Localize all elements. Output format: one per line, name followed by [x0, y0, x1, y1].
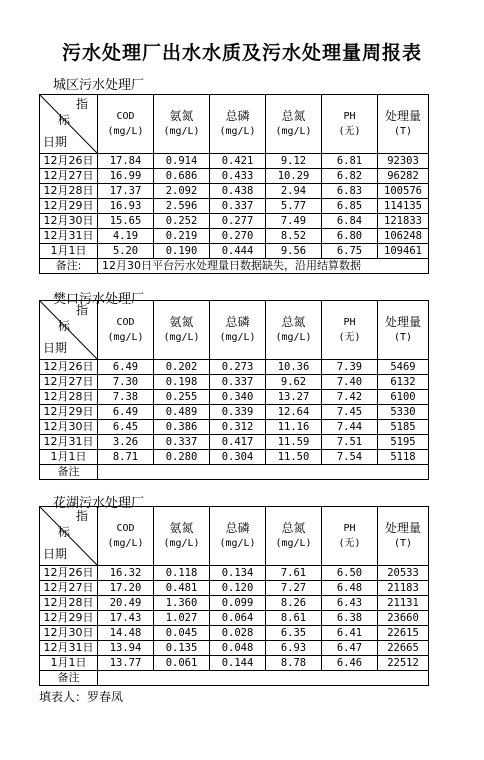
value-cell: 7.44	[322, 420, 378, 435]
value-cell: 0.340	[210, 390, 266, 405]
value-cell: 13.27	[266, 390, 322, 405]
value-cell: 0.280	[154, 450, 210, 465]
header-volume	[378, 507, 429, 566]
table-row	[40, 184, 429, 199]
value-cell: 0.386	[154, 420, 210, 435]
header-label: 总磷	[225, 109, 250, 123]
header-label: 总磷	[225, 315, 250, 329]
note-label: 备注	[40, 671, 98, 686]
table-row	[40, 641, 429, 656]
date-cell: 1月1日	[40, 450, 98, 465]
value-cell: 6.81	[322, 154, 378, 169]
header-ammonia	[154, 95, 210, 154]
header-total-phosphorus	[210, 301, 266, 360]
table-row	[40, 375, 429, 390]
date-cell: 12月30日	[40, 626, 98, 641]
value-cell: 0.134	[210, 566, 266, 581]
value-cell: 0.028	[210, 626, 266, 641]
value-cell: 7.51	[322, 435, 378, 450]
value-cell: 16.32	[98, 566, 154, 581]
header-diagonal-cell	[40, 507, 98, 566]
value-cell: 0.304	[210, 450, 266, 465]
date-cell: 12月29日	[40, 611, 98, 626]
value-cell: 6100	[378, 390, 429, 405]
value-cell: 0.489	[154, 405, 210, 420]
value-cell: 7.45	[322, 405, 378, 420]
header-diagonal-cell	[40, 95, 98, 154]
note-text	[98, 465, 429, 480]
value-cell: 7.49	[266, 214, 322, 229]
table-row	[40, 581, 429, 596]
value-cell: 6.84	[322, 214, 378, 229]
value-cell: 0.914	[154, 154, 210, 169]
table-row	[40, 596, 429, 611]
plant-name: 城区污水处理厂	[53, 78, 145, 93]
table-row	[40, 214, 429, 229]
header-total-phosphorus	[210, 95, 266, 154]
header-diagonal-cell	[40, 301, 98, 360]
header-unit: (mg/L)	[275, 538, 312, 549]
value-cell: 109461	[378, 244, 429, 259]
value-cell: 5195	[378, 435, 429, 450]
value-cell: 0.273	[210, 360, 266, 375]
note-row	[40, 465, 429, 480]
value-cell: 0.144	[210, 656, 266, 671]
value-cell: 0.064	[210, 611, 266, 626]
header-unit: (T)	[393, 538, 413, 549]
header-total-nitrogen	[266, 95, 322, 154]
date-cell: 12月27日	[40, 375, 98, 390]
value-cell: 17.37	[98, 184, 154, 199]
date-cell: 12月26日	[40, 154, 98, 169]
value-cell: 6.82	[322, 169, 378, 184]
water-quality-table	[39, 300, 429, 480]
header-label: 氨氮	[169, 315, 194, 329]
value-cell: 0.255	[154, 390, 210, 405]
value-cell: 6.41	[322, 626, 378, 641]
value-cell: 3.26	[98, 435, 154, 450]
value-cell: 8.52	[266, 229, 322, 244]
value-cell: 0.190	[154, 244, 210, 259]
value-cell: 16.93	[98, 199, 154, 214]
header-ph	[322, 301, 378, 360]
header-label: PH	[343, 317, 356, 328]
value-cell: 114135	[378, 199, 429, 214]
date-cell: 12月29日	[40, 199, 98, 214]
value-cell: 0.270	[210, 229, 266, 244]
header-unit: (mg/L)	[275, 332, 312, 343]
value-cell: 6.50	[322, 566, 378, 581]
value-cell: 6.43	[322, 596, 378, 611]
table-row	[40, 450, 429, 465]
value-cell: 12.64	[266, 405, 322, 420]
header-label: 处理量	[384, 109, 421, 123]
table-row	[40, 229, 429, 244]
plant-name: 樊口污水处理厂	[53, 292, 145, 307]
header-ammonia	[154, 301, 210, 360]
value-cell: 11.50	[266, 450, 322, 465]
value-cell: 0.061	[154, 656, 210, 671]
value-cell: 6.83	[322, 184, 378, 199]
date-cell: 12月27日	[40, 169, 98, 184]
value-cell: 15.65	[98, 214, 154, 229]
header-unit: (mg/L)	[163, 332, 200, 343]
date-cell: 1月1日	[40, 656, 98, 671]
table-row	[40, 566, 429, 581]
header-unit: (mg/L)	[107, 538, 144, 549]
note-label: 备注	[40, 465, 98, 480]
value-cell: 0.202	[154, 360, 210, 375]
value-cell: 10.29	[266, 169, 322, 184]
table-row	[40, 360, 429, 375]
value-cell: 7.30	[98, 375, 154, 390]
header-unit: (T)	[393, 126, 413, 137]
header-unit: (mg/L)	[107, 332, 144, 343]
table-row	[40, 199, 429, 214]
date-cell: 12月26日	[40, 566, 98, 581]
value-cell: 8.78	[266, 656, 322, 671]
value-cell: 7.61	[266, 566, 322, 581]
header-label: 总氮	[281, 109, 306, 123]
value-cell: 6.38	[322, 611, 378, 626]
header-date-label: 日期	[43, 547, 68, 561]
header-volume	[378, 301, 429, 360]
value-cell: 2.94	[266, 184, 322, 199]
value-cell: 0.048	[210, 641, 266, 656]
value-cell: 0.099	[210, 596, 266, 611]
value-cell: 0.312	[210, 420, 266, 435]
header-indicator-label: 指	[76, 97, 89, 111]
value-cell: 9.62	[266, 375, 322, 390]
header-label: 总磷	[225, 521, 250, 535]
header-unit: (无)	[338, 332, 361, 343]
header-total-nitrogen	[266, 507, 322, 566]
date-cell: 12月29日	[40, 405, 98, 420]
header-date-label: 日期	[43, 135, 68, 149]
table-row	[40, 611, 429, 626]
table-row	[40, 405, 429, 420]
value-cell: 8.71	[98, 450, 154, 465]
value-cell: 8.26	[266, 596, 322, 611]
header-label: COD	[116, 317, 135, 328]
value-cell: 92303	[378, 154, 429, 169]
value-cell: 21183	[378, 581, 429, 596]
table-row	[40, 244, 429, 259]
value-cell: 6.35	[266, 626, 322, 641]
value-cell: 106248	[378, 229, 429, 244]
value-cell: 20533	[378, 566, 429, 581]
value-cell: 5330	[378, 405, 429, 420]
header-unit: (mg/L)	[275, 126, 312, 137]
date-cell: 12月31日	[40, 229, 98, 244]
header-ph	[322, 95, 378, 154]
value-cell: 7.39	[322, 360, 378, 375]
value-cell: 22665	[378, 641, 429, 656]
header-label: PH	[343, 111, 356, 122]
value-cell: 6.75	[322, 244, 378, 259]
value-cell: 14.48	[98, 626, 154, 641]
header-total-nitrogen	[266, 301, 322, 360]
value-cell: 0.433	[210, 169, 266, 184]
header-indicator-label: 标	[58, 113, 71, 127]
value-cell: 6.45	[98, 420, 154, 435]
value-cell: 11.59	[266, 435, 322, 450]
value-cell: 0.219	[154, 229, 210, 244]
header-unit: (mg/L)	[107, 126, 144, 137]
header-label: 处理量	[384, 521, 421, 535]
value-cell: 5469	[378, 360, 429, 375]
header-volume	[378, 95, 429, 154]
filler-signature: 填表人：罗春凤	[39, 690, 124, 704]
value-cell: 7.27	[266, 581, 322, 596]
header-cod	[98, 95, 154, 154]
value-cell: 7.54	[322, 450, 378, 465]
value-cell: 5185	[378, 420, 429, 435]
table-row	[40, 656, 429, 671]
date-cell: 12月28日	[40, 390, 98, 405]
table-row	[40, 420, 429, 435]
value-cell: 0.118	[154, 566, 210, 581]
value-cell: 0.045	[154, 626, 210, 641]
value-cell: 0.417	[210, 435, 266, 450]
value-cell: 11.16	[266, 420, 322, 435]
header-unit: (mg/L)	[163, 126, 200, 137]
table-row	[40, 154, 429, 169]
value-cell: 21131	[378, 596, 429, 611]
value-cell: 4.19	[98, 229, 154, 244]
header-cod	[98, 301, 154, 360]
header-unit: (mg/L)	[219, 332, 256, 343]
header-unit: (mg/L)	[219, 126, 256, 137]
value-cell: 17.43	[98, 611, 154, 626]
value-cell: 1.360	[154, 596, 210, 611]
value-cell: 6.93	[266, 641, 322, 656]
header-unit: (T)	[393, 332, 413, 343]
header-label: 总氮	[281, 315, 306, 329]
value-cell: 0.252	[154, 214, 210, 229]
value-cell: 16.99	[98, 169, 154, 184]
header-unit: (无)	[338, 126, 361, 137]
value-cell: 0.277	[210, 214, 266, 229]
header-indicator-label: 指	[76, 303, 89, 317]
value-cell: 0.339	[210, 405, 266, 420]
table-row	[40, 169, 429, 184]
value-cell: 22512	[378, 656, 429, 671]
value-cell: 0.686	[154, 169, 210, 184]
value-cell: 6.46	[322, 656, 378, 671]
date-cell: 12月31日	[40, 641, 98, 656]
value-cell: 7.40	[322, 375, 378, 390]
value-cell: 9.12	[266, 154, 322, 169]
value-cell: 6.80	[322, 229, 378, 244]
value-cell: 0.120	[210, 581, 266, 596]
header-indicator-label: 标	[58, 525, 71, 539]
date-cell: 12月26日	[40, 360, 98, 375]
header-label: PH	[343, 523, 356, 534]
header-cod	[98, 507, 154, 566]
header-date-label: 日期	[43, 341, 68, 355]
header-indicator-label: 标	[58, 319, 71, 333]
header-ph	[322, 507, 378, 566]
header-label: COD	[116, 111, 135, 122]
note-row	[40, 259, 429, 274]
value-cell: 0.135	[154, 641, 210, 656]
date-cell: 12月30日	[40, 214, 98, 229]
value-cell: 6.49	[98, 360, 154, 375]
date-cell: 12月27日	[40, 581, 98, 596]
value-cell: 0.337	[210, 375, 266, 390]
date-cell: 12月28日	[40, 184, 98, 199]
header-label: 氨氮	[169, 521, 194, 535]
header-label: 氨氮	[169, 109, 194, 123]
water-quality-table	[39, 94, 429, 274]
plant-name: 花湖污水处理厂	[53, 496, 145, 511]
value-cell: 6.85	[322, 199, 378, 214]
value-cell: 20.49	[98, 596, 154, 611]
header-ammonia	[154, 507, 210, 566]
table-row	[40, 435, 429, 450]
value-cell: 0.337	[154, 435, 210, 450]
value-cell: 5.77	[266, 199, 322, 214]
note-text: 12月30日平台污水处理量日数据缺失，沿用结算数据	[98, 259, 429, 274]
note-label: 备注:	[40, 259, 98, 274]
value-cell: 7.38	[98, 390, 154, 405]
value-cell: 6132	[378, 375, 429, 390]
value-cell: 0.438	[210, 184, 266, 199]
header-label: COD	[116, 523, 135, 534]
date-cell: 12月31日	[40, 435, 98, 450]
value-cell: 6.48	[322, 581, 378, 596]
value-cell: 9.56	[266, 244, 322, 259]
value-cell: 10.36	[266, 360, 322, 375]
header-label: 总氮	[281, 521, 306, 535]
value-cell: 96282	[378, 169, 429, 184]
table-row	[40, 626, 429, 641]
value-cell: 0.421	[210, 154, 266, 169]
note-row	[40, 671, 429, 686]
value-cell: 1.027	[154, 611, 210, 626]
header-label: 处理量	[384, 315, 421, 329]
value-cell: 0.444	[210, 244, 266, 259]
value-cell: 13.77	[98, 656, 154, 671]
date-cell: 1月1日	[40, 244, 98, 259]
note-text	[98, 671, 429, 686]
value-cell: 121833	[378, 214, 429, 229]
header-unit: (mg/L)	[163, 538, 200, 549]
value-cell: 5.20	[98, 244, 154, 259]
value-cell: 0.198	[154, 375, 210, 390]
value-cell: 7.42	[322, 390, 378, 405]
table-row	[40, 390, 429, 405]
value-cell: 8.61	[266, 611, 322, 626]
value-cell: 0.337	[210, 199, 266, 214]
header-total-phosphorus	[210, 507, 266, 566]
value-cell: 17.20	[98, 581, 154, 596]
value-cell: 22615	[378, 626, 429, 641]
water-quality-table	[39, 506, 429, 686]
value-cell: 13.94	[98, 641, 154, 656]
report-title: 污水处理厂出水水质及污水处理量周报表	[61, 42, 422, 64]
value-cell: 0.481	[154, 581, 210, 596]
value-cell: 5118	[378, 450, 429, 465]
date-cell: 12月28日	[40, 596, 98, 611]
value-cell: 2.092	[154, 184, 210, 199]
value-cell: 23660	[378, 611, 429, 626]
value-cell: 2.596	[154, 199, 210, 214]
header-unit: (无)	[338, 538, 361, 549]
date-cell: 12月30日	[40, 420, 98, 435]
value-cell: 6.47	[322, 641, 378, 656]
value-cell: 6.49	[98, 405, 154, 420]
value-cell: 17.84	[98, 154, 154, 169]
header-indicator-label: 指	[76, 509, 89, 523]
value-cell: 100576	[378, 184, 429, 199]
header-unit: (mg/L)	[219, 538, 256, 549]
